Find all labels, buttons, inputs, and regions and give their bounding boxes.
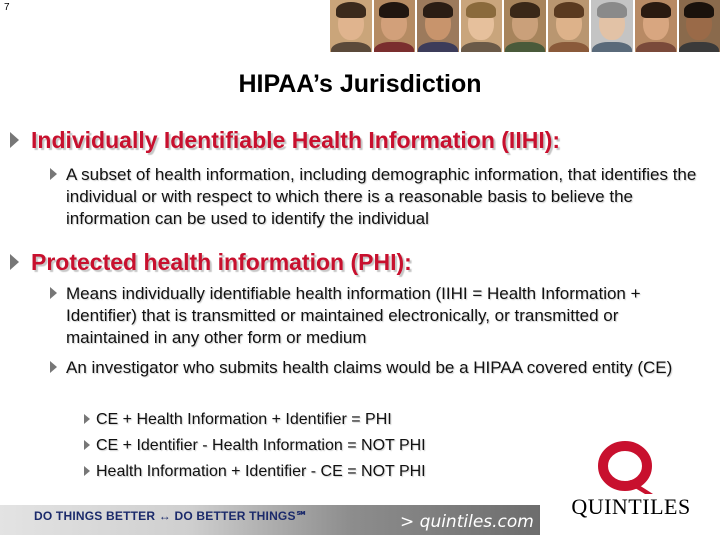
bullet-arrow-icon: [10, 132, 19, 148]
bullet-heading: Individually Identifiable Health Information (IIHI):: [31, 127, 561, 153]
portrait-photo: [417, 0, 459, 52]
sub-bullet-text: An investigator who submits health claims would be a HIPAA covered entity (CE): [66, 358, 673, 377]
portrait-photo: [461, 0, 503, 52]
bullet-iihi: [10, 126, 710, 154]
sub-bullet: [50, 357, 700, 379]
sub-bullet: [50, 164, 700, 230]
portrait-photo: [374, 0, 416, 52]
slide-title: HIPAA’s Jurisdiction: [238, 70, 482, 98]
bullet-arrow-icon: [84, 466, 90, 476]
formula-item: [84, 462, 584, 482]
bullet-heading: Protected health information (PHI):: [31, 249, 412, 275]
portrait-photo: [504, 0, 546, 52]
bullet-arrow-icon: [50, 361, 57, 373]
slide-number: 7: [4, 2, 10, 13]
bullet-arrow-icon: [50, 287, 57, 299]
quintiles-logo-icon: [595, 440, 659, 496]
bullet-arrow-icon: [84, 440, 90, 450]
sub-bullet-text: Means individually identifiable health information (IIHI = Health Information + Identifier) that is transmitted or maintained electronically, or transmitted or maintained in any other form or medium: [66, 284, 641, 347]
formula-text: Health Information + Identifier - CE = NOT PHI: [96, 463, 426, 480]
formula-item: [84, 410, 584, 430]
bullet-phi: [10, 248, 710, 276]
bullet-arrow-icon: [84, 414, 90, 424]
header-photo-strip: [330, 0, 720, 52]
sub-bullet-text: A subset of health information, including demographic information, that identifies the individual or with respect to which there is a reasonable basis to believe the information can be used to identify the individual: [66, 165, 697, 228]
footer-tagline: DO THINGS BETTER ↔ DO BETTER THINGS℠: [34, 509, 309, 523]
sub-bullet: [50, 283, 700, 349]
portrait-photo: [679, 0, 720, 52]
brand-name: QUINTILES: [571, 494, 691, 519]
portrait-photo: [548, 0, 590, 52]
portrait-photo: [591, 0, 633, 52]
formula-text: CE + Health Information + Identifier = PHI: [96, 411, 392, 428]
portrait-photo: [330, 0, 372, 52]
bullet-arrow-icon: [50, 168, 57, 180]
formula-text: CE + Identifier - Health Information = NOT PHI: [96, 437, 426, 454]
formula-item: [84, 436, 584, 456]
footer-domain: > quintiles.com: [400, 512, 534, 532]
bullet-arrow-icon: [10, 254, 19, 270]
portrait-photo: [635, 0, 677, 52]
